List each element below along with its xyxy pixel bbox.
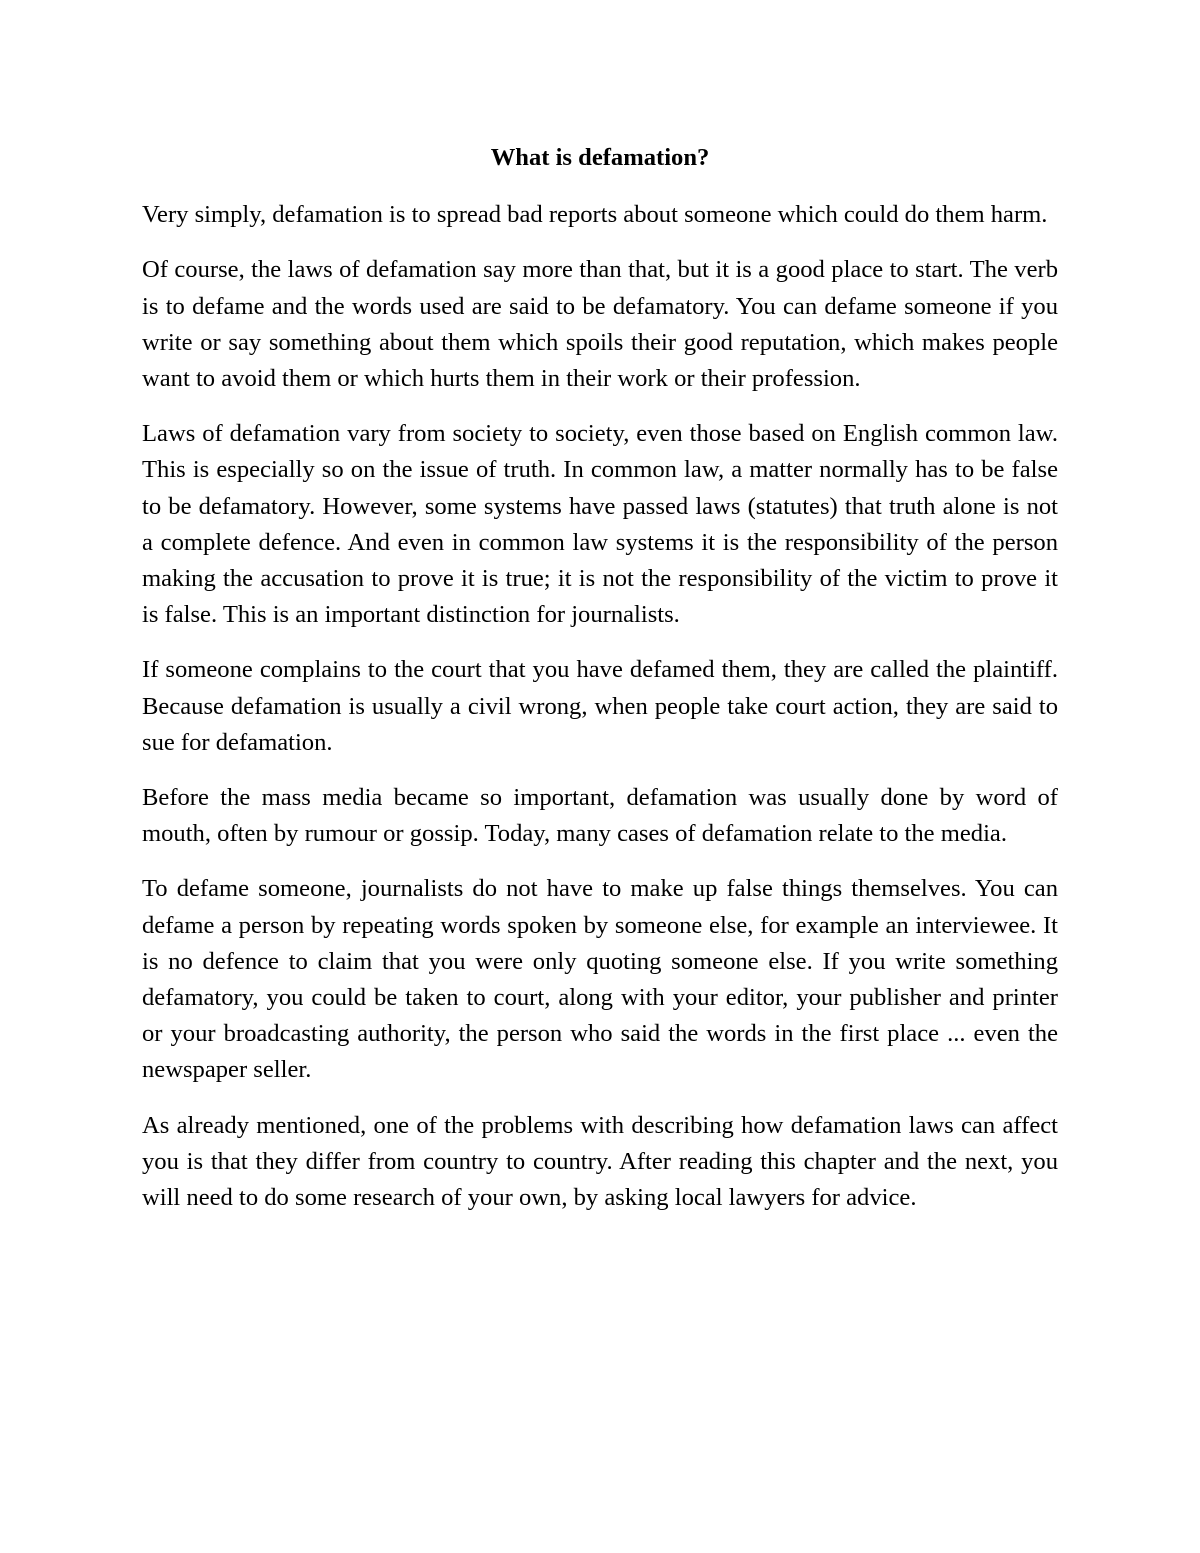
paragraph-6: To defame someone, journalists do not have to make up false things themselves. You can defame a person by repeating words spoken by someone else, for example an interviewee. It is no defence to claim that you were only quoting someone else. If you write something defamatory, you could be taken to court, along with your editor, your publisher and printer or your broadcasting authority, the person who said the words in the first place ... even the newspaper seller.: [142, 875, 1058, 1084]
paragraph-4: If someone complains to the court that you have defamed them, they are called the plaintiff. Because defamation is usually a civil wrong, when people take court action, they are said to sue for defamation.: [142, 656, 1058, 756]
document-title: What is defamation?: [490, 144, 710, 171]
paragraph-3: Laws of defamation vary from society to society, even those based on English common law. This is especially so on the issue of truth. In common law, a matter normally has to be false to be defamatory. However, some systems have passed laws (statutes) that truth alone is not a complete defence. And even in common law systems it is the responsibility of the person making the accusation to prove it is true; it is not the responsibility of the victim to prove it is false. This is an important distinction for journalists.: [142, 420, 1058, 629]
paragraph-1: Very simply, defamation is to spread bad reports about someone which could do them harm.: [142, 201, 1048, 229]
paragraph-2: Of course, the laws of defamation say more than that, but it is a good place to start. The verb is to defame and the words used are said to be defamatory. You can defame someone if you write or say something about them which spoils their good reputation, which makes people want to avoid them or which hurts them in their work or their profession.: [142, 256, 1058, 393]
paragraph-7: As already mentioned, one of the problems with describing how defamation laws can affect you is that they differ from country to country. After reading this chapter and the next, you will need to do some research of your own, by asking local lawyers for advice.: [142, 1111, 1058, 1212]
document-page: [142, 140, 1058, 1235]
paragraph-5: Before the mass media became so important, defamation was usually done by word of mouth, often by rumour or gossip. Today, many cases of defamation relate to the media.: [142, 784, 1058, 848]
